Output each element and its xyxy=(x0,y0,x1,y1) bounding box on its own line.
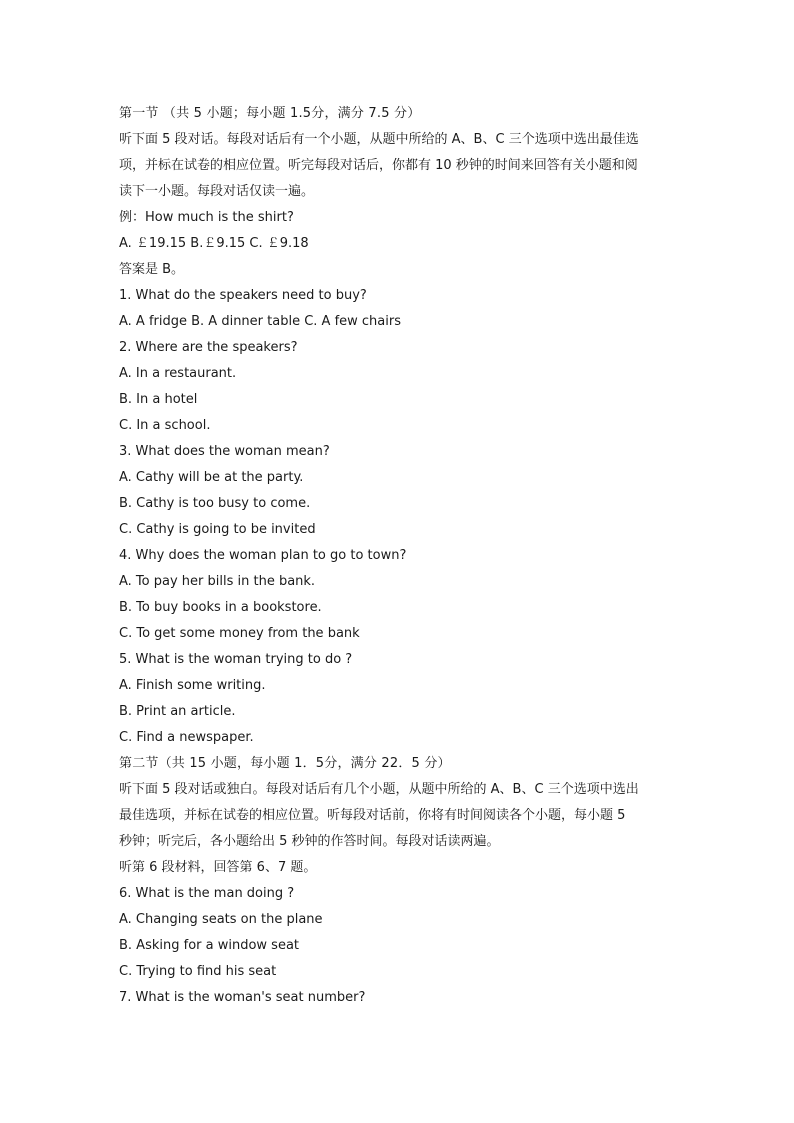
question-6-option-c: C. Trying to find his seat xyxy=(119,964,277,979)
question-5-option-b: B. Print an article. xyxy=(119,704,236,719)
question-2-option-b: B. In a hotel xyxy=(119,392,198,407)
section-1-instructions-line-1: 听下面 5 段对话。每段对话后有一个小题，从题中所给的 A、B、C 三个选项中选出最佳选 xyxy=(119,132,639,147)
question-3-option-a: A. Cathy will be at the party. xyxy=(119,470,304,485)
example-question: 例：How much is the shirt? xyxy=(119,210,294,225)
question-2-option-a: A. In a restaurant. xyxy=(119,366,237,381)
question-3: 3. What does the woman mean? xyxy=(119,444,330,459)
question-5-option-a: A. Finish some writing. xyxy=(119,678,266,693)
section-2-instructions-line-1: 听下面 5 段对话或独白。每段对话后有几个小题，从题中所给的 A、B、C 三个选项中选出 xyxy=(119,782,639,797)
question-4-option-b: B. To buy books in a bookstore. xyxy=(119,600,322,615)
question-2-option-c: C. In a school. xyxy=(119,418,211,433)
question-6-option-b: B. Asking for a window seat xyxy=(119,938,300,953)
question-4-option-c: C. To get some money from the bank xyxy=(119,626,360,641)
question-4-option-a: A. To pay her bills in the bank. xyxy=(119,574,316,589)
section-1-instructions-line-3: 读下一小题。每段对话仅读一遍。 xyxy=(119,184,315,199)
question-3-option-c: C. Cathy is going to be invited xyxy=(119,522,316,537)
question-5: 5. What is the woman trying to do ? xyxy=(119,652,353,667)
section-2-heading: 第二节（共 15 小题，每小题 1．5分，满分 22．5 分） xyxy=(119,756,451,771)
section-1-heading: 第一节 （共 5 小题；每小题 1.5分，满分 7.5 分） xyxy=(119,106,421,121)
question-1: 1. What do the speakers need to buy? xyxy=(119,288,367,303)
question-6: 6. What is the man doing ? xyxy=(119,886,295,901)
question-1-options: A. A fridge B. A dinner table C. A few chairs xyxy=(119,314,401,329)
material-6-prompt: 听第 6 段材料，回答第 6、7 题。 xyxy=(119,860,317,875)
section-2-instructions-line-2: 最佳选项，并标在试卷的相应位置。听每段对话前，你将有时间阅读各个小题，每小题 5 xyxy=(119,808,626,823)
example-answer: 答案是 B。 xyxy=(119,262,185,277)
question-7: 7. What is the woman's seat number? xyxy=(119,990,366,1005)
question-6-option-a: A. Changing seats on the plane xyxy=(119,912,323,927)
question-5-option-c: C. Find a newspaper. xyxy=(119,730,254,745)
section-2-instructions-line-3: 秒钟；听完后，各小题给出 5 秒钟的作答时间。每段对话读两遍。 xyxy=(119,834,500,849)
section-1-instructions-line-2: 项，并标在试卷的相应位置。听完每段对话后，你都有 10 秒钟的时间来回答有关小题和阅 xyxy=(119,158,638,173)
document-body xyxy=(119,101,689,1011)
question-3-option-b: B. Cathy is too busy to come. xyxy=(119,496,311,511)
example-options: A. ￡19.15 B.￡9.15 C. ￡9.18 xyxy=(119,236,309,251)
question-2: 2. Where are the speakers? xyxy=(119,340,298,355)
question-4: 4. Why does the woman plan to go to town? xyxy=(119,548,407,563)
